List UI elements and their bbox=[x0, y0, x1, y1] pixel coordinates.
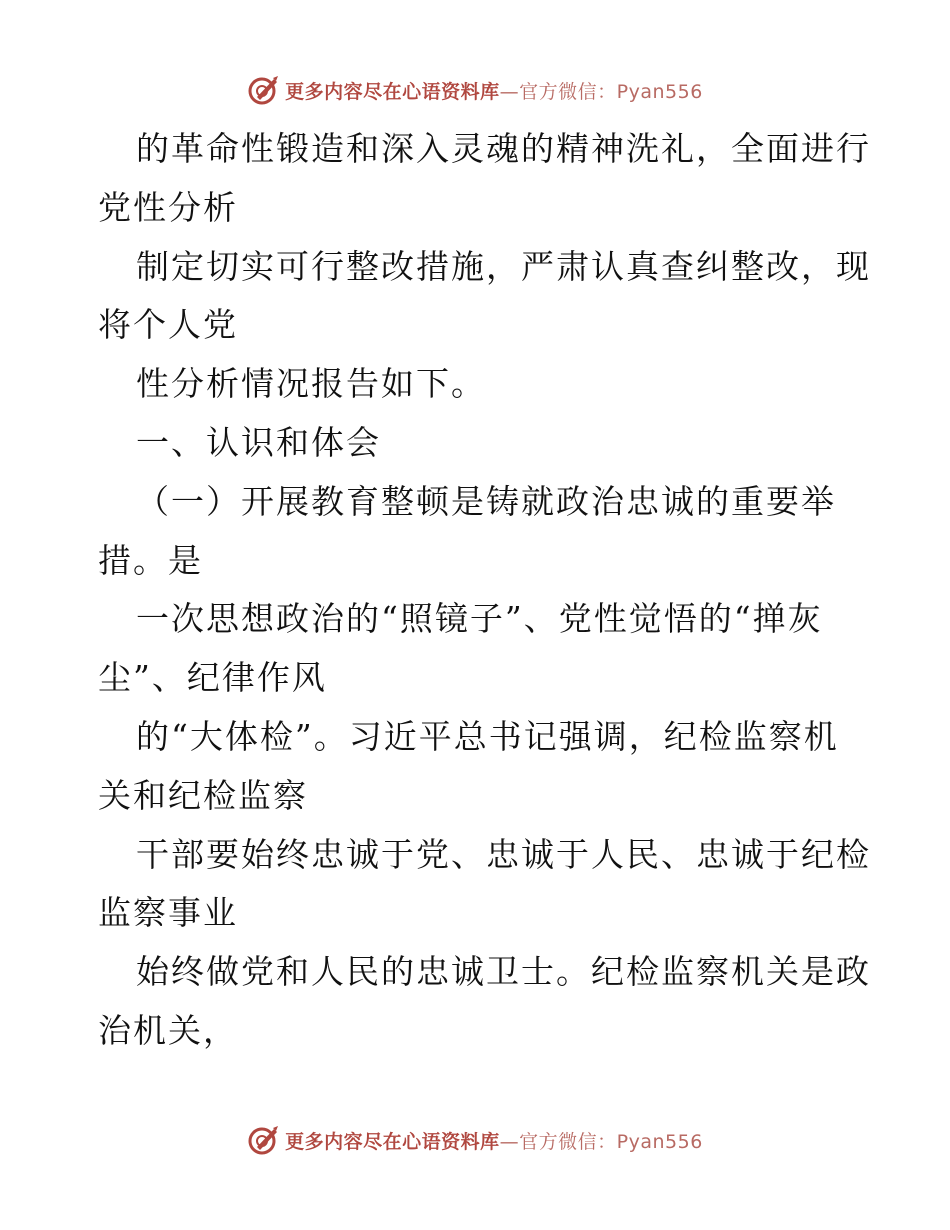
header-banner-text bbox=[285, 77, 703, 104]
body-line: 监察事业 bbox=[98, 893, 238, 933]
header-banner bbox=[0, 70, 950, 110]
header-brand-text: 更多内容尽在心语资料库 bbox=[285, 80, 500, 103]
section-heading: 一、认识和体会 bbox=[136, 422, 381, 462]
brand-logo-icon bbox=[247, 73, 281, 107]
footer-banner bbox=[0, 1120, 950, 1160]
body-line: 党性分析 bbox=[98, 187, 238, 227]
brand-logo-icon bbox=[247, 1123, 281, 1157]
footer-banner-text bbox=[285, 1127, 703, 1154]
document-body bbox=[98, 120, 871, 1061]
body-line: 将个人党 bbox=[98, 305, 238, 345]
subsection-heading: （一）开展教育整顿是铸就政治忠诚的重要举 bbox=[136, 481, 836, 521]
footer-brand-text: 更多内容尽在心语资料库 bbox=[285, 1130, 500, 1153]
body-line: 制定切实可行整改措施，严肃认真查纠整改，现 bbox=[136, 246, 871, 286]
body-line: 始终做党和人民的忠诚卫士。纪检监察机关是政 bbox=[136, 952, 871, 992]
body-line: 的“大体检”。习近平总书记强调，纪检监察机 bbox=[136, 716, 839, 756]
body-line: 措。是 bbox=[98, 540, 203, 580]
body-line: 性分析情况报告如下。 bbox=[136, 364, 486, 404]
body-line: 一次思想政治的“照镜子”、党性觉悟的“掸灰 bbox=[136, 599, 823, 639]
header-dash: — bbox=[499, 80, 520, 103]
header-contact-text: 官方微信：Pyan556 bbox=[519, 80, 703, 103]
body-line: 尘”、纪律作风 bbox=[98, 658, 327, 698]
footer-contact-text: 官方微信：Pyan556 bbox=[519, 1130, 703, 1153]
footer-dash: — bbox=[499, 1130, 520, 1153]
body-line: 关和纪检监察 bbox=[98, 775, 308, 815]
body-line: 治机关， bbox=[98, 1010, 238, 1050]
body-line: 干部要始终忠诚于党、忠诚于人民、忠诚于纪检 bbox=[136, 834, 871, 874]
body-line: 的革命性锻造和深入灵魂的精神洗礼，全面进行 bbox=[136, 129, 871, 168]
